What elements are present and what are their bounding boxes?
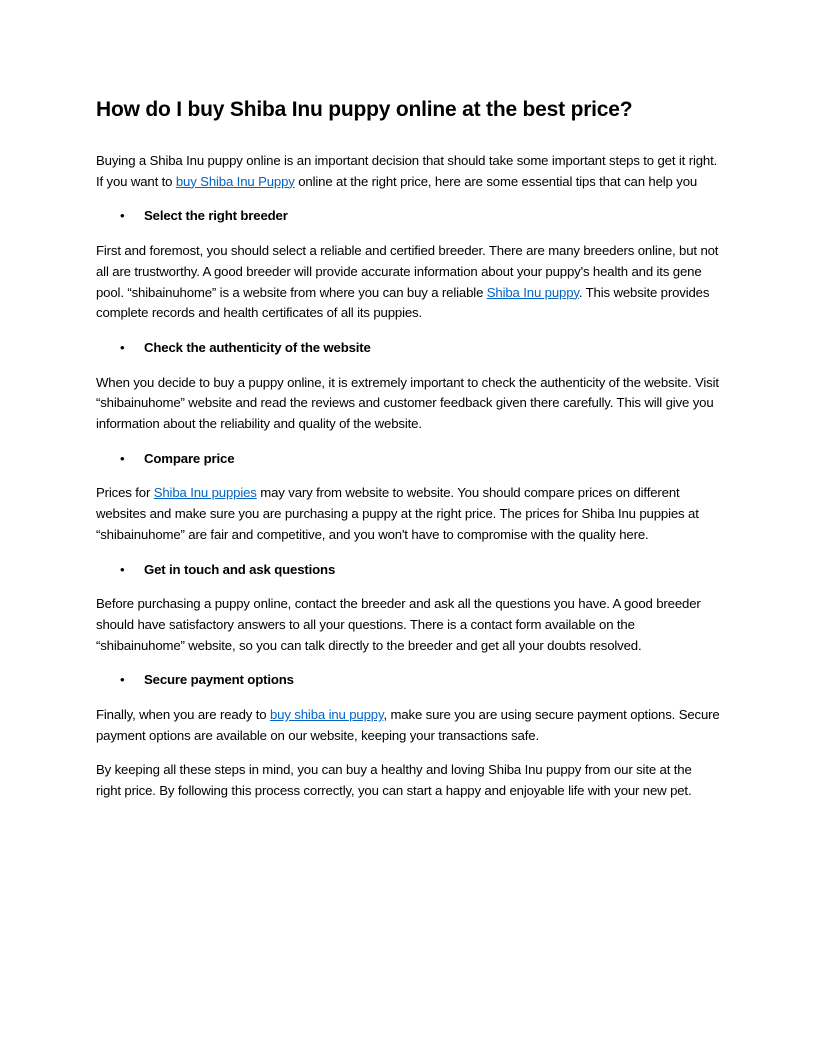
shiba-inu-puppy-link[interactable]: Shiba Inu puppy (486, 284, 579, 300)
bullet-heading-secure-payment: • Secure payment options (96, 670, 720, 691)
section-paragraph-get-in-touch: Before purchasing a puppy online, contact the breeder and ask all the questions you have. A good breeder should have satisfactory answers to all your questions. There is a contact form available on the “shibainuhome” website, so you can talk directly to the breeder and get all your doubts resolved. (96, 596, 701, 653)
bullet-heading-get-in-touch: • Get in touch and ask questions (96, 560, 720, 581)
bullet-icon: • (120, 672, 125, 688)
buy-shiba-inu-puppy-link-2[interactable]: buy shiba inu puppy (269, 707, 384, 723)
bullet-icon: • (120, 450, 125, 466)
shiba-inu-puppies-link[interactable]: Shiba Inu puppies (153, 485, 257, 501)
section-paragraph-select-breeder: First and foremost, you should select a reliable and certified breeder. There are many breeders online, but not all are trustworthy. A good breeder will provide accurate information about your puppy's health and its gene pool. “shibainuhome” is a website from where you can buy a reliable Shiba Inu puppy. This website provides complete records and health certificates of all its puppies. (96, 243, 719, 321)
bullet-icon: • (120, 339, 125, 355)
section-paragraph-check-authenticity: When you decide to buy a puppy online, it is extremely important to check the authenticity of the website. Visit “shibainuhome” website and read the reviews and customer feedback given there carefully. This will give you information about the reliability and quality of the website. (96, 374, 719, 432)
bullet-heading-select-breeder: • Select the right breeder (96, 206, 720, 227)
bullet-icon: • (120, 561, 125, 577)
page-title: How do I buy Shiba Inu puppy online at the best price? (96, 98, 633, 121)
bullet-icon: • (120, 208, 125, 224)
conclusion-paragraph: By keeping all these steps in mind, you can buy a healthy and loving Shiba Inu puppy from our site at the right price. By following this process correctly, you can start a happy and enjoyable life with your new pet. (96, 762, 692, 799)
intro-paragraph: Buying a Shiba Inu puppy online is an important decision that should take some important steps to get it right. If you want to buy Shiba Inu Puppy online at the right price, here are some essential tips that can help you (96, 153, 718, 189)
buy-shiba-inu-puppy-link[interactable]: buy Shiba Inu Puppy (175, 173, 295, 189)
section-paragraph-secure-payment: Finally, when you are ready to buy shiba inu puppy, make sure you are using secure payment options. Secure payment options are available on our website, keeping your transactions safe. (96, 707, 720, 743)
document-page (96, 96, 720, 816)
bullet-heading-check-authenticity: • Check the authenticity of the website (96, 338, 720, 359)
bullet-heading-compare-price: • Compare price (96, 449, 720, 470)
section-paragraph-compare-price: Prices for Shiba Inu puppies may vary from website to website. You should compare prices on different websites and make sure you are purchasing a puppy at the right price. The prices for Shiba Inu puppies at “shibainuhome” are fair and competitive, and you won't have to compromise with the quality here. (96, 485, 699, 542)
